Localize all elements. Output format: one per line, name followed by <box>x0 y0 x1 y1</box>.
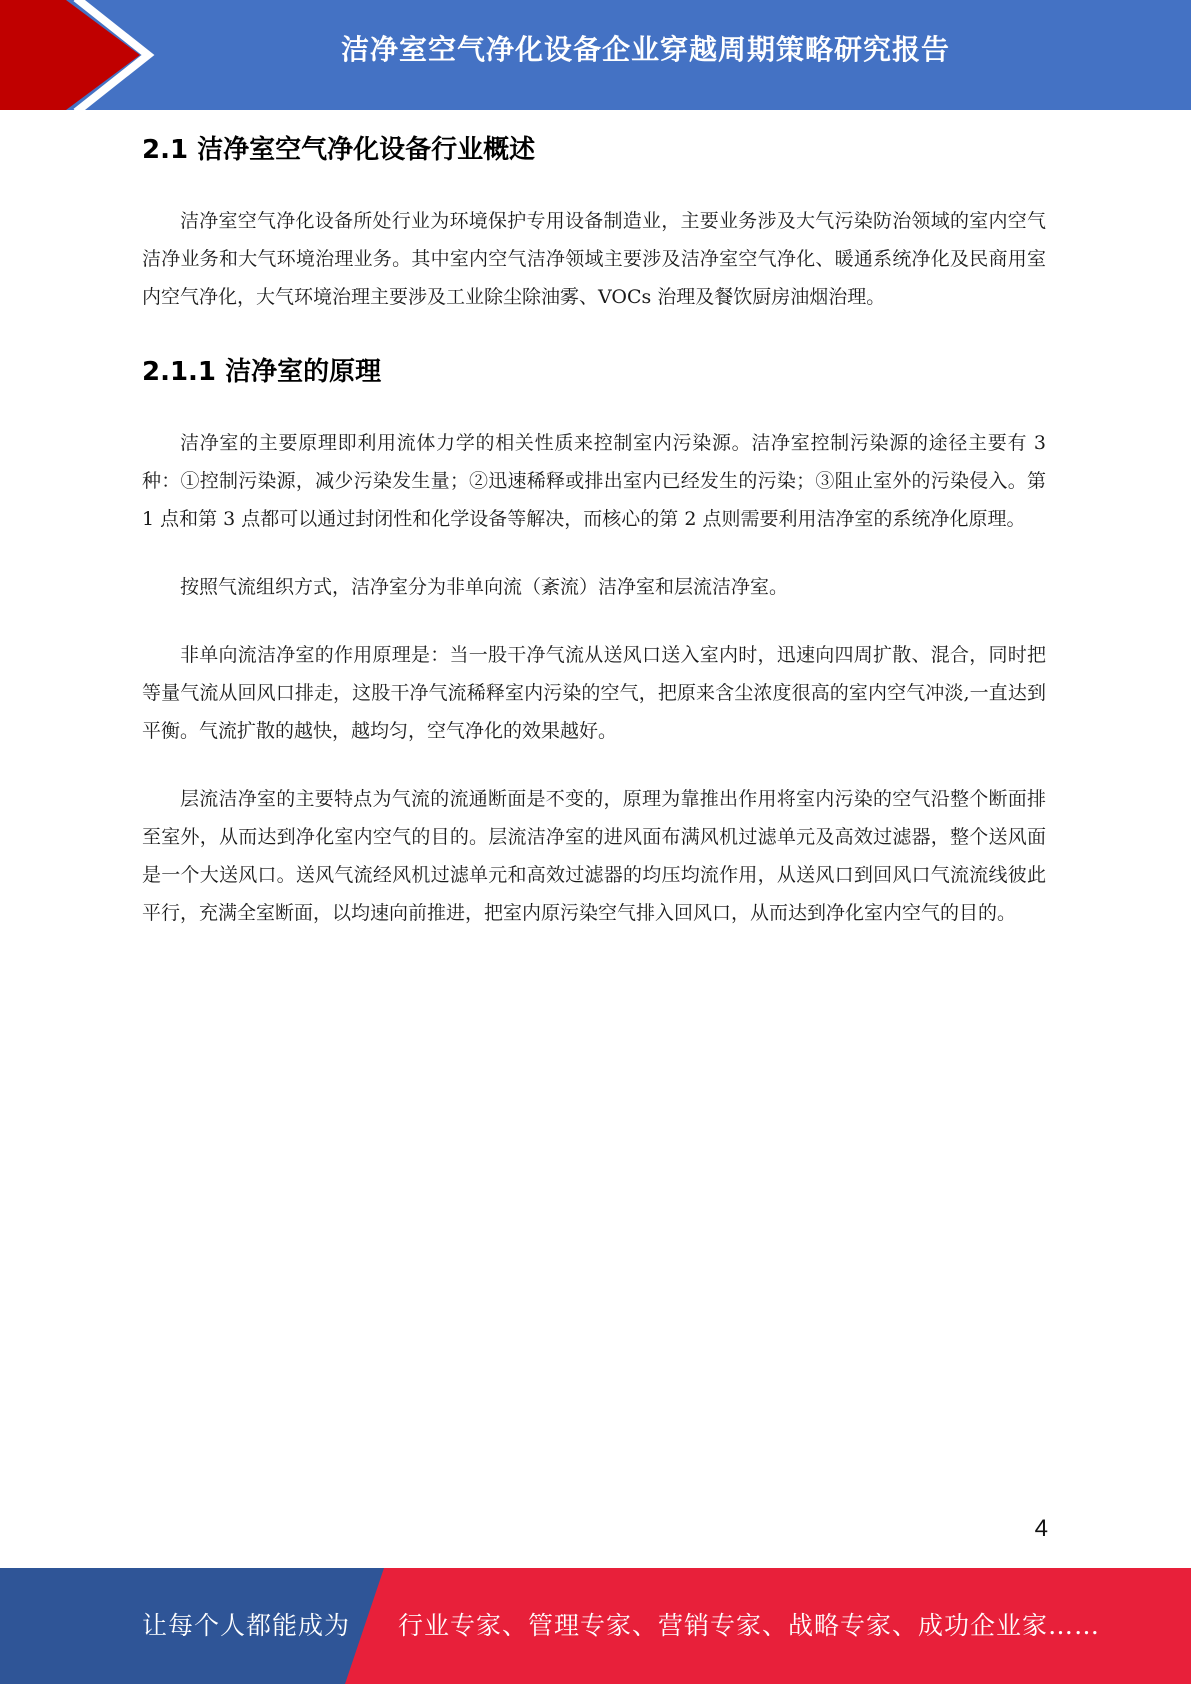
footer-slogan-left: 让每个人都能成为 <box>142 1611 351 1640</box>
page-number: 4 <box>1034 1515 1048 1542</box>
report-title: 洁净室空气净化设备企业穿越周期策略研究报告 <box>340 33 950 66</box>
page-header <box>0 0 1191 110</box>
main-content <box>142 130 1046 932</box>
section-heading-2-1-1: 2.1.1 洁净室的原理 <box>142 357 382 387</box>
paragraph-turbulent-flow: 非单向流洁净室的作用原理是：当一股干净气流从送风口送入室内时，迅速向四周扩散、混合，同时把等量气流从回风口排走，这股干净气流稀释室内污染的空气，把原来含尘浓度很高的室内空气冲淡,一直达到平衡。气流扩散的越快，越均匀，空气净化的效果越好。 <box>142 644 1046 742</box>
section-heading-2-1: 2.1 洁净室空气净化设备行业概述 <box>142 135 536 165</box>
paragraph-laminar-flow: 层流洁净室的主要特点为气流的流通断面是不变的，原理为靠推出作用将室内污染的空气沿整个断面排至室外，从而达到净化室内空气的目的。层流洁净室的进风面布满风机过滤单元及高效过滤器，整个送风面是一个大送风口。送风气流经风机过滤单元和高效过滤器的均压均流作用，从送风口到回风口气流流线彼此平行，充满全室断面，以均速向前推进，把室内原污染空气排入回风口，从而达到净化室内空气的目的。 <box>142 788 1046 924</box>
page-footer <box>0 1568 1191 1684</box>
arrow-chevron-icon <box>0 0 160 110</box>
paragraph-principle: 洁净室的主要原理即利用流体力学的相关性质来控制室内污染源。洁净室控制污染源的途径主要有 3 种：①控制污染源，减少污染发生量；②迅速稀释或排出室内已经发生的污染；③阻止室外的污染侵入。第 1 点和第 3 点都可以通过封闭性和化学设备等解决，而核心的第 2 点则需要利用洁净室的系统净化原理。 <box>142 432 1046 530</box>
paragraph-industry-overview: 洁净室空气净化设备所处行业为环境保护专用设备制造业，主要业务涉及大气污染防治领域的室内空气洁净业务和大气环境治理业务。其中室内空气洁净领域主要涉及洁净室空气净化、暖通系统净化及民商用室内空气净化，大气环境治理主要涉及工业除尘除油雾、VOCs 治理及餐饮厨房油烟治理。 <box>142 210 1046 308</box>
footer-slogan-right: 行业专家、管理专家、营销专家、战略专家、成功企业家…… <box>398 1611 1101 1640</box>
red-arrow-shape <box>0 0 140 110</box>
paragraph-airflow-types: 按照气流组织方式，洁净室分为非单向流（紊流）洁净室和层流洁净室。 <box>180 576 789 598</box>
